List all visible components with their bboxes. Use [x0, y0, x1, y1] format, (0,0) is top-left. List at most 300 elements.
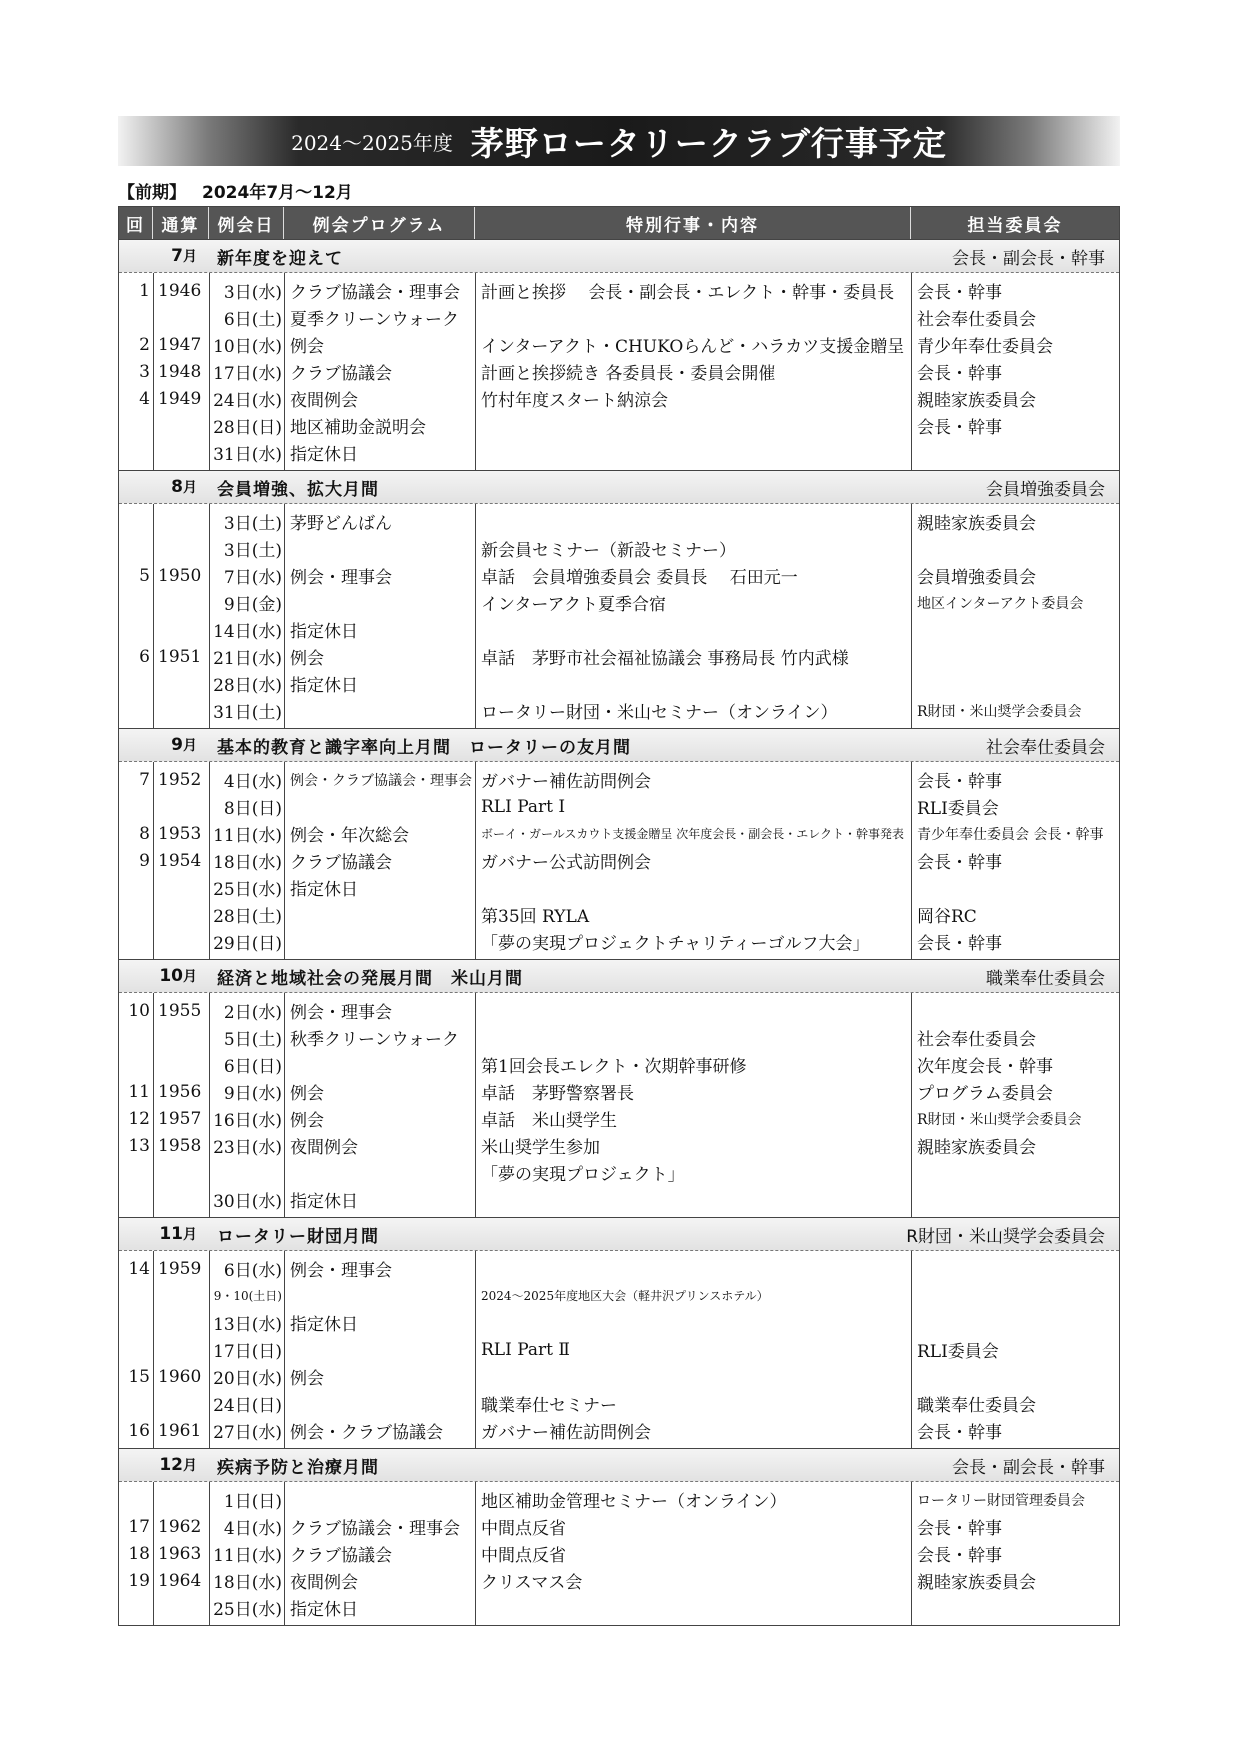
month-unit: 月	[183, 969, 197, 985]
program	[284, 1051, 475, 1078]
total-number	[153, 589, 209, 616]
month-header	[119, 1217, 1119, 1251]
round-number	[119, 1159, 153, 1186]
total-number	[153, 1594, 209, 1621]
month-unit: 月	[183, 1458, 197, 1474]
committee	[911, 997, 1119, 1024]
program: 秋季クリーンウォーク	[290, 1030, 459, 1050]
column-divider	[475, 762, 476, 959]
special-event: 卓話 茅野市社会福祉協議会 事務局長 竹内武様	[481, 649, 849, 669]
round-number	[119, 508, 153, 535]
schedule-table	[118, 206, 1120, 1626]
meeting-date: 13日(水)	[213, 1315, 282, 1335]
program: 指定休日	[290, 445, 358, 465]
special-event: 「夢の実現プロジェクトチャリティーゴルフ大会」	[481, 934, 870, 954]
special-event: 卓話 茅野警察署長	[481, 1084, 634, 1104]
meeting-date: 14日(水)	[213, 622, 282, 642]
round-number	[119, 1186, 153, 1213]
round-number	[119, 874, 153, 901]
special-event	[475, 1594, 911, 1621]
meeting-date: 17日(水)	[213, 364, 282, 384]
committee: 会長・幹事	[917, 283, 1002, 303]
total-number: 1963	[158, 1543, 202, 1564]
meeting-date: 9日(金)	[223, 595, 282, 615]
round-number	[119, 439, 153, 466]
month-label	[119, 966, 217, 986]
month-number: 10	[159, 966, 183, 986]
committee: 会長・幹事	[917, 364, 1002, 384]
program	[284, 535, 475, 562]
special-event: 第1回会長エレクト・次期幹事研修	[481, 1057, 747, 1077]
special-event: ボーイ・ガールスカウト支援金贈呈 次年度会長・副会長・エレクト・幹事発表	[481, 827, 904, 841]
program	[284, 901, 475, 928]
meeting-date: 17日(日)	[213, 1342, 282, 1362]
round-number: 3	[139, 361, 150, 382]
total-number: 1952	[158, 769, 202, 790]
total-number	[153, 535, 209, 562]
table-row	[119, 1255, 1119, 1282]
program: 例会・理事会	[290, 568, 392, 588]
committee: 会長・幹事	[917, 418, 1002, 438]
total-number	[153, 508, 209, 535]
total-number	[153, 1024, 209, 1051]
committee: 会長・幹事	[917, 1546, 1002, 1566]
meeting-date: 3日(水)	[223, 283, 282, 303]
program: 例会	[290, 1369, 324, 1389]
special-event: 卓話 会員増強委員会 委員長 石田元一	[481, 568, 798, 588]
month-unit: 月	[183, 1227, 197, 1243]
total-number: 1959	[158, 1258, 202, 1279]
total-number: 1953	[158, 823, 202, 844]
committee: RLI委員会	[917, 799, 999, 819]
column-divider	[153, 1482, 154, 1625]
program	[284, 1282, 475, 1309]
period-label: 【前期】	[118, 183, 186, 203]
round-number: 4	[139, 388, 150, 409]
table-row	[119, 901, 1119, 928]
period-heading	[118, 178, 369, 203]
month-unit: 月	[183, 738, 197, 754]
total-number: 1947	[158, 334, 202, 355]
special-event: 計画と挨拶 会長・副会長・エレクト・幹事・委員長	[481, 283, 895, 303]
special-event: インターアクト・CHUKOらんど・ハラカツ支援金贈呈	[481, 337, 905, 357]
meeting-date: 24日(日)	[213, 1396, 282, 1416]
total-number: 1957	[158, 1108, 202, 1129]
table-row	[119, 616, 1119, 643]
committee	[911, 1255, 1119, 1282]
round-number: 2	[139, 334, 150, 355]
month-label	[119, 246, 217, 266]
column-divider	[209, 504, 210, 728]
column-divider	[475, 993, 476, 1217]
meeting-date: 31日(土)	[213, 703, 282, 723]
program	[284, 793, 475, 820]
special-event: 職業奉仕セミナー	[481, 1396, 617, 1416]
committee: 青少年奉仕委員会	[917, 337, 1053, 357]
column-divider	[153, 504, 154, 728]
document-title: 茅野ロータリークラブ行事予定	[470, 123, 947, 163]
month-rows	[119, 762, 1119, 959]
program: クラブ協議会・理事会	[290, 1519, 460, 1539]
table-row	[119, 793, 1119, 820]
meeting-date: 3日(土)	[223, 514, 282, 534]
column-divider	[911, 762, 912, 959]
column-divider	[284, 273, 285, 470]
meeting-date: 20日(水)	[213, 1369, 282, 1389]
program: クラブ協議会	[290, 364, 392, 384]
round-number	[119, 616, 153, 643]
total-number	[153, 793, 209, 820]
total-number	[153, 616, 209, 643]
column-divider	[209, 1251, 210, 1448]
month-theme: 会員増強、拡大月間	[217, 479, 379, 500]
committee: 社会奉仕委員会	[917, 310, 1036, 330]
total-number	[153, 1336, 209, 1363]
program: 夜間例会	[290, 1573, 358, 1593]
round-number: 10	[128, 1000, 150, 1021]
program: 夜間例会	[290, 391, 358, 411]
month-label	[119, 1455, 217, 1475]
total-number	[153, 928, 209, 955]
meeting-date: 28日(日)	[213, 418, 282, 438]
column-divider	[911, 1482, 912, 1625]
table-row	[119, 1159, 1119, 1186]
round-number	[119, 928, 153, 955]
program	[284, 1486, 475, 1513]
round-number	[119, 901, 153, 928]
table-row	[119, 1486, 1119, 1513]
special-event	[475, 1255, 911, 1282]
program: 茅野どんばん	[290, 514, 392, 534]
round-number: 19	[128, 1570, 150, 1591]
column-divider	[284, 1251, 285, 1448]
special-event: ガバナー公式訪問例会	[481, 853, 651, 873]
committee	[911, 1159, 1119, 1186]
program	[284, 697, 475, 724]
table-row	[119, 589, 1119, 616]
round-number	[119, 793, 153, 820]
special-event: RLI Part Ⅱ	[481, 1339, 570, 1360]
meeting-date: 24日(水)	[213, 391, 282, 411]
special-event: クリスマス会	[481, 1573, 583, 1593]
round-number: 6	[139, 646, 150, 667]
meeting-date: 29日(日)	[213, 934, 282, 954]
meeting-date: 11日(水)	[213, 826, 282, 846]
table-row	[119, 1051, 1119, 1078]
program	[284, 1390, 475, 1417]
total-number	[153, 304, 209, 331]
program: 例会	[290, 649, 324, 669]
round-number	[119, 412, 153, 439]
program: 指定休日	[290, 880, 358, 900]
total-number: 1956	[158, 1081, 202, 1102]
month-theme: ロータリー財団月間	[217, 1226, 379, 1247]
column-divider	[153, 1251, 154, 1448]
program: 例会・年次総会	[290, 826, 409, 846]
round-number: 16	[128, 1420, 150, 1441]
committee	[911, 1309, 1119, 1336]
special-event: 新会員セミナー（新設セミナー）	[481, 541, 736, 561]
table-row	[119, 1024, 1119, 1051]
table-row	[119, 874, 1119, 901]
table-row	[119, 412, 1119, 439]
month-theme: 疾病予防と治療月間	[217, 1457, 379, 1478]
round-number: 15	[128, 1366, 150, 1387]
committee	[911, 535, 1119, 562]
program: 例会・クラブ協議会	[290, 1423, 443, 1443]
round-number: 12	[128, 1108, 150, 1129]
total-number: 1946	[158, 280, 202, 301]
month-header	[119, 470, 1119, 504]
special-event	[475, 670, 911, 697]
program: 例会	[290, 1084, 324, 1104]
table-row	[119, 358, 1119, 385]
committee: 次年度会長・幹事	[917, 1057, 1053, 1077]
meeting-date: 10日(水)	[213, 337, 282, 357]
month-number: 8	[171, 477, 183, 497]
column-divider	[284, 504, 285, 728]
special-event: 「夢の実現プロジェクト」	[481, 1165, 685, 1185]
round-number: 14	[128, 1258, 150, 1279]
meeting-date: 4日(水)	[223, 1519, 282, 1539]
meeting-date: 21日(水)	[213, 649, 282, 669]
table-row	[119, 1336, 1119, 1363]
round-number: 8	[139, 823, 150, 844]
meeting-date: 30日(水)	[213, 1192, 282, 1212]
committee	[911, 670, 1119, 697]
special-event	[475, 997, 911, 1024]
committee	[911, 616, 1119, 643]
meeting-date: 2日(水)	[223, 1003, 282, 1023]
column-divider	[911, 273, 912, 470]
meeting-date: 6日(日)	[223, 1057, 282, 1077]
table-row	[119, 1363, 1119, 1390]
committee: 会長・幹事	[917, 1423, 1002, 1443]
special-event: 竹村年度スタート納涼会	[481, 391, 668, 411]
month-number: 9	[171, 735, 183, 755]
table-row	[119, 1417, 1119, 1444]
round-number: 9	[139, 850, 150, 871]
header-committee: 担当委員会	[967, 215, 1063, 236]
column-divider	[209, 273, 210, 470]
total-number	[153, 1390, 209, 1417]
table-row	[119, 1186, 1119, 1213]
committee	[911, 1282, 1119, 1309]
special-event: 米山奨学生参加	[481, 1138, 600, 1158]
table-row	[119, 535, 1119, 562]
round-number	[119, 535, 153, 562]
column-divider	[475, 273, 476, 470]
month-committee: 会長・副会長・幹事	[952, 248, 1105, 269]
total-number	[153, 412, 209, 439]
committee: 岡谷RC	[917, 907, 977, 927]
period-range: 2024年7月～12月	[202, 183, 353, 203]
table-row	[119, 766, 1119, 793]
special-event: インターアクト夏季合宿	[481, 595, 666, 615]
header-program: 例会プログラム	[284, 207, 475, 239]
column-divider	[911, 993, 912, 1217]
table-row	[119, 1078, 1119, 1105]
header-event: 特別行事・内容	[475, 207, 911, 239]
month-label	[119, 1224, 217, 1244]
table-row	[119, 1540, 1119, 1567]
special-event	[475, 616, 911, 643]
meeting-date: 25日(水)	[213, 1600, 282, 1620]
round-number: 1	[139, 280, 150, 301]
program	[284, 1336, 475, 1363]
special-event	[475, 1363, 911, 1390]
column-divider	[153, 762, 154, 959]
total-number	[153, 901, 209, 928]
program: 指定休日	[290, 622, 358, 642]
month-header	[119, 239, 1119, 273]
total-number	[153, 1486, 209, 1513]
program	[284, 589, 475, 616]
month-header	[119, 1448, 1119, 1482]
month-theme: 新年度を迎えて	[217, 248, 343, 269]
column-divider	[475, 1482, 476, 1625]
header-date: 例会日	[209, 207, 284, 239]
special-event	[475, 1186, 911, 1213]
round-number	[119, 304, 153, 331]
meeting-date: 1日(日)	[223, 1492, 282, 1512]
round-number: 18	[128, 1543, 150, 1564]
committee: 職業奉仕委員会	[917, 1396, 1036, 1416]
special-event: ガバナー補佐訪問例会	[481, 772, 651, 792]
total-number	[153, 439, 209, 466]
special-event	[475, 508, 911, 535]
month-header	[119, 959, 1119, 993]
program: 夏季クリーンウォーク	[290, 310, 459, 330]
committee	[911, 1363, 1119, 1390]
round-number: 7	[139, 769, 150, 790]
special-event	[475, 412, 911, 439]
committee: 会長・幹事	[917, 1519, 1002, 1539]
total-number: 1964	[158, 1570, 202, 1591]
total-number: 1948	[158, 361, 202, 382]
special-event: 計画と挨拶続き 各委員長・委員会開催	[481, 364, 776, 384]
round-number	[119, 1282, 153, 1309]
special-event	[475, 304, 911, 331]
committee: R財団・米山奨学会委員会	[917, 703, 1082, 720]
month-rows	[119, 273, 1119, 470]
program: クラブ協議会	[290, 853, 392, 873]
meeting-date: 31日(水)	[213, 445, 282, 465]
total-number: 1961	[158, 1420, 202, 1441]
round-number	[119, 1594, 153, 1621]
special-event: 第35回 RYLA	[481, 907, 590, 927]
committee: 青少年奉仕委員会 会長・幹事	[917, 826, 1104, 843]
table-row	[119, 508, 1119, 535]
month-unit: 月	[183, 249, 197, 265]
total-number	[153, 1159, 209, 1186]
total-number: 1962	[158, 1516, 202, 1537]
table-row	[119, 847, 1119, 874]
special-event: 中間点反省	[481, 1546, 566, 1566]
meeting-date: 6日(水)	[223, 1261, 282, 1281]
special-event: RLI Part Ⅰ	[481, 796, 566, 817]
meeting-date: 3日(土)	[223, 541, 282, 561]
table-row	[119, 1105, 1119, 1132]
table-row	[119, 1132, 1119, 1159]
total-number: 1951	[158, 646, 202, 667]
committee: 親睦家族委員会	[917, 1138, 1036, 1158]
committee: プログラム委員会	[917, 1084, 1053, 1104]
table-row	[119, 643, 1119, 670]
table-row	[119, 331, 1119, 358]
meeting-date: 6日(土)	[223, 310, 282, 330]
month-theme: 基本的教育と識字率向上月間 ロータリーの友月間	[217, 737, 631, 758]
month-committee: 社会奉仕委員会	[986, 737, 1105, 758]
total-number	[153, 1186, 209, 1213]
total-number: 1950	[158, 565, 202, 586]
table-row	[119, 997, 1119, 1024]
special-event	[475, 1309, 911, 1336]
total-number	[153, 874, 209, 901]
total-number: 1958	[158, 1135, 202, 1156]
program: 指定休日	[290, 1315, 358, 1335]
title-banner	[118, 116, 1120, 166]
round-number	[119, 1336, 153, 1363]
program: 例会	[290, 1111, 324, 1131]
round-number: 13	[128, 1135, 150, 1156]
month-committee: 会長・副会長・幹事	[952, 1457, 1105, 1478]
table-row	[119, 1390, 1119, 1417]
month-label	[119, 477, 217, 497]
special-event	[475, 439, 911, 466]
committee	[911, 643, 1119, 670]
committee: 親睦家族委員会	[917, 1573, 1036, 1593]
month-number: 7	[171, 246, 183, 266]
meeting-date: 28日(水)	[213, 676, 282, 696]
month-header	[119, 728, 1119, 762]
round-number: 11	[128, 1081, 150, 1102]
meeting-date: 9日(水)	[223, 1084, 282, 1104]
meeting-date: 8日(日)	[223, 799, 282, 819]
round-number	[119, 1486, 153, 1513]
program: クラブ協議会	[290, 1546, 392, 1566]
fiscal-year: 2024～2025年度	[291, 130, 453, 155]
column-divider	[475, 504, 476, 728]
committee: 社会奉仕委員会	[917, 1030, 1036, 1050]
meeting-date: 23日(水)	[213, 1138, 282, 1158]
table-row	[119, 1594, 1119, 1621]
meeting-date: 7日(水)	[223, 568, 282, 588]
meeting-date: 5日(土)	[223, 1030, 282, 1050]
column-divider	[911, 1251, 912, 1448]
committee: 親睦家族委員会	[917, 391, 1036, 411]
round-number: 17	[128, 1516, 150, 1537]
table-row	[119, 1309, 1119, 1336]
month-rows	[119, 504, 1119, 728]
total-number	[153, 1309, 209, 1336]
special-event: 地区補助金管理セミナー（オンライン）	[481, 1492, 787, 1512]
column-divider	[284, 1482, 285, 1625]
program: 指定休日	[290, 1600, 358, 1620]
month-number: 11	[159, 1224, 183, 1244]
committee: R財団・米山奨学会委員会	[917, 1111, 1082, 1128]
round-number	[119, 1390, 153, 1417]
round-number: 5	[139, 565, 150, 586]
committee: ロータリー財団管理委員会	[917, 1492, 1085, 1509]
column-divider	[153, 993, 154, 1217]
committee	[911, 1594, 1119, 1621]
meeting-date: 9・10(土日)	[213, 1289, 282, 1303]
total-number	[153, 697, 209, 724]
meeting-date: 27日(水)	[213, 1423, 282, 1443]
special-event: 卓話 米山奨学生	[481, 1111, 617, 1131]
column-divider	[209, 762, 210, 959]
